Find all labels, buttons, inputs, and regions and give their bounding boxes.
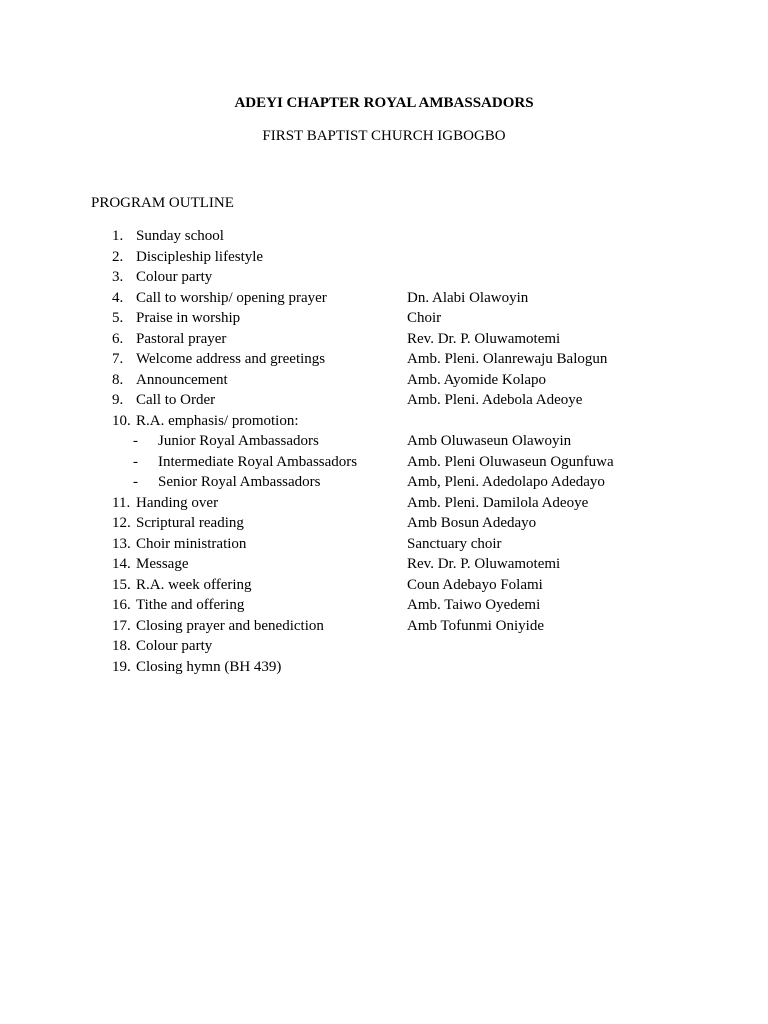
item-number: 18. <box>112 638 131 654</box>
item-number: 16. <box>112 597 131 613</box>
program-item <box>0 390 768 411</box>
item-label: Call to Order <box>136 392 216 408</box>
item-label: R.A. emphasis/ promotion: <box>136 412 299 429</box>
item-label: Intermediate Royal Ambassadors <box>158 453 358 470</box>
item-label: Colour party <box>136 638 213 654</box>
item-label: Handing over <box>136 494 219 511</box>
program-subitem <box>0 452 768 473</box>
item-number: 8. <box>112 371 124 388</box>
program-item <box>0 370 768 391</box>
item-label: Senior Royal Ambassadors <box>158 474 321 490</box>
item-person: Rev. Dr. P. Oluwamotemi <box>407 556 561 572</box>
program-item <box>0 575 768 596</box>
item-person: Amb. Pleni. Adebola Adeoye <box>407 392 583 408</box>
item-number: 13. <box>112 535 131 552</box>
program-item <box>0 308 768 329</box>
item-number: 7. <box>112 351 124 367</box>
program-item <box>0 349 768 370</box>
program-item <box>0 595 768 616</box>
program-list <box>0 226 768 677</box>
item-label: Choir ministration <box>136 535 247 552</box>
program-item <box>0 493 768 514</box>
item-person: Amb. Pleni. Olanrewaju Balogun <box>407 351 608 367</box>
item-number: 2. <box>112 248 124 265</box>
program-subitem <box>0 431 768 452</box>
item-label: Scriptural reading <box>136 515 244 531</box>
item-label: Discipleship lifestyle <box>136 248 264 265</box>
item-label: Colour party <box>136 269 213 285</box>
item-label: Closing prayer and benediction <box>136 617 324 634</box>
item-label: Message <box>136 556 189 572</box>
program-item <box>0 288 768 309</box>
item-person: Amb Oluwaseun Olawoyin <box>407 433 572 449</box>
item-number: 19. <box>112 658 131 675</box>
item-number: 3. <box>112 269 124 285</box>
item-number: 14. <box>112 556 131 572</box>
program-item <box>0 411 768 432</box>
document-subtitle: FIRST BAPTIST CHURCH IGBOGBO <box>262 128 506 144</box>
item-label: Call to worship/ opening prayer <box>136 289 327 306</box>
item-number: 10. <box>112 412 131 429</box>
program-item <box>0 554 768 575</box>
item-person: Choir <box>407 310 442 326</box>
item-person: Amb Bosun Adedayo <box>407 515 537 531</box>
item-label: Announcement <box>136 371 228 388</box>
item-number: 15. <box>112 576 131 593</box>
program-item <box>0 657 768 678</box>
program-item <box>0 247 768 268</box>
item-label: Pastoral prayer <box>136 330 227 347</box>
item-number: 12. <box>112 515 131 531</box>
item-number: 9. <box>112 392 124 408</box>
subitem-dash: - <box>133 474 138 490</box>
document-title: ADEYI CHAPTER ROYAL AMBASSADORS <box>234 95 534 111</box>
item-person: Amb, Pleni. Adedolapo Adedayo <box>407 474 605 490</box>
program-item <box>0 636 768 657</box>
item-number: 5. <box>112 310 124 326</box>
item-number: 1. <box>112 228 124 244</box>
item-number: 6. <box>112 330 124 347</box>
item-number: 17. <box>112 617 131 634</box>
program-item <box>0 616 768 637</box>
item-label: Junior Royal Ambassadors <box>158 433 319 449</box>
program-item <box>0 267 768 288</box>
item-person: Rev. Dr. P. Oluwamotemi <box>407 330 561 347</box>
item-person: Dn. Alabi Olawoyin <box>407 289 529 306</box>
item-person: Sanctuary choir <box>407 535 502 552</box>
item-number: 4. <box>112 289 124 306</box>
program-item <box>0 534 768 555</box>
item-label: Sunday school <box>136 228 224 244</box>
item-number: 11. <box>112 494 131 511</box>
item-person: Amb. Taiwo Oyedemi <box>407 597 541 613</box>
item-label: Welcome address and greetings <box>136 351 326 367</box>
item-label: Tithe and offering <box>136 597 245 613</box>
program-item <box>0 329 768 350</box>
program-item <box>0 513 768 534</box>
outline-heading: PROGRAM OUTLINE <box>91 195 234 211</box>
item-person: Coun Adebayo Folami <box>407 576 543 593</box>
item-person: Amb. Pleni. Damilola Adeoye <box>407 494 589 511</box>
item-person: Amb. Pleni Oluwaseun Ogunfuwa <box>407 453 614 470</box>
program-item <box>0 226 768 247</box>
item-label: Praise in worship <box>136 310 241 326</box>
subitem-dash: - <box>133 453 138 470</box>
program-subitem <box>0 472 768 493</box>
item-person: Amb. Ayomide Kolapo <box>407 371 547 388</box>
item-label: R.A. week offering <box>136 576 252 593</box>
subitem-dash: - <box>133 433 138 449</box>
item-label: Closing hymn (BH 439) <box>136 658 282 675</box>
item-person: Amb Tofunmi Oniyide <box>407 617 544 634</box>
